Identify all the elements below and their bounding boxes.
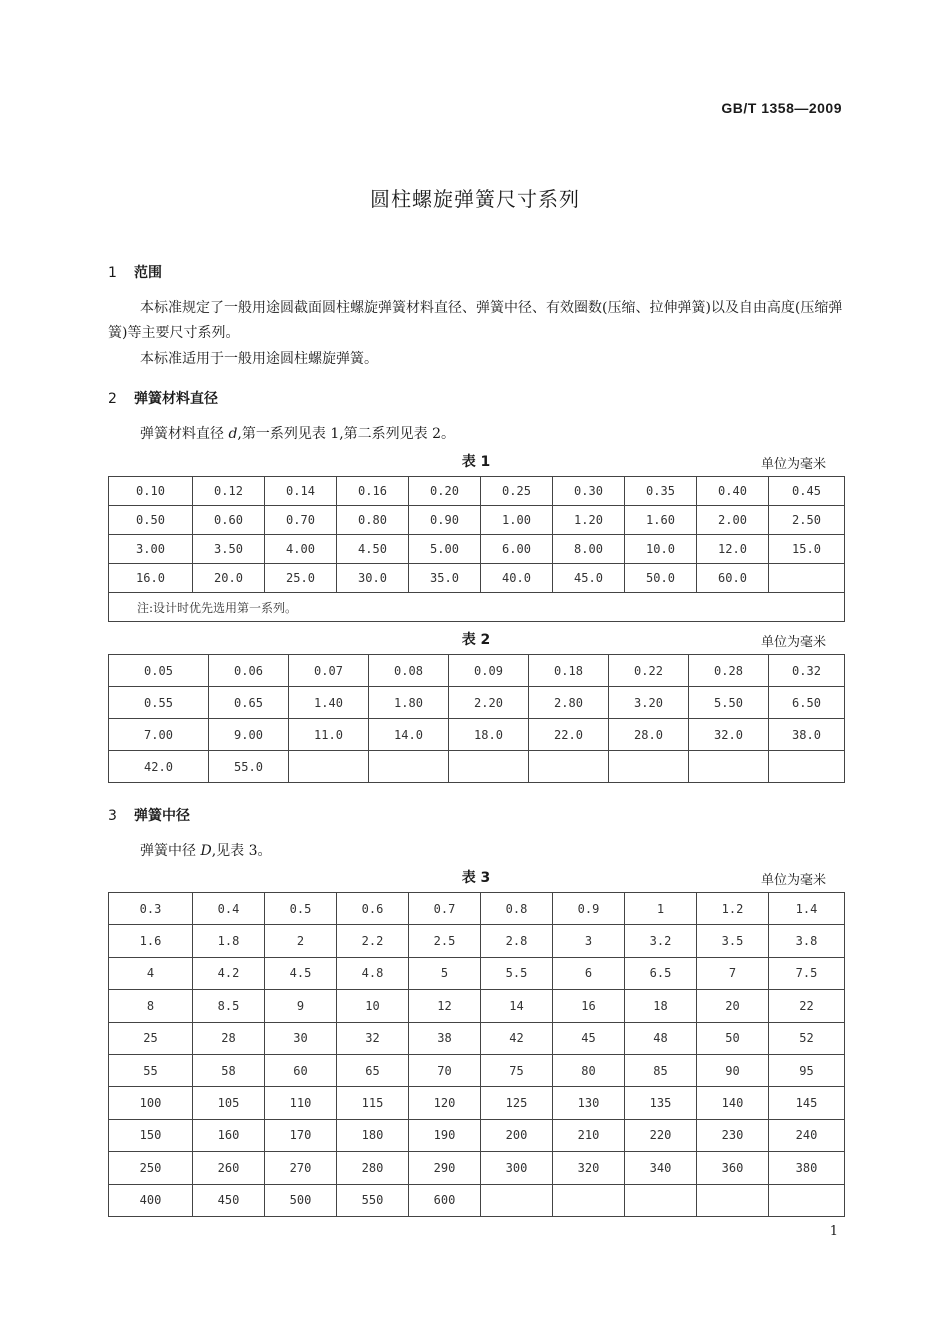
section-title: 弹簧中径 [134, 808, 190, 824]
table-cell: 3.50 [193, 535, 265, 564]
table-cell: 230 [697, 1119, 769, 1151]
section-2-heading [108, 388, 218, 408]
table-cell: 75 [481, 1054, 553, 1086]
table-cell: 0.4 [193, 893, 265, 925]
table-cell: 70 [409, 1054, 481, 1086]
table-cell: 600 [409, 1184, 481, 1216]
table-cell: 7 [697, 957, 769, 989]
table-cell: 0.90 [409, 506, 481, 535]
table-cell: 5.5 [481, 957, 553, 989]
unit-label: 单位为毫米 [760, 457, 826, 472]
table-cell: 0.10 [109, 477, 193, 506]
table-cell: 4.2 [193, 957, 265, 989]
table-cell: 4 [109, 957, 193, 989]
table-cell: 190 [409, 1119, 481, 1151]
table-cell: 150 [109, 1119, 193, 1151]
table-cell: 115 [337, 1087, 409, 1119]
table-cell: 2.2 [337, 925, 409, 957]
table-cell: 300 [481, 1152, 553, 1184]
table-cell: 0.30 [553, 477, 625, 506]
table-cell [289, 751, 369, 783]
table-cell: 14 [481, 990, 553, 1022]
section-3-paragraph [108, 839, 844, 864]
table-cell [449, 751, 529, 783]
table-cell: 60 [265, 1054, 337, 1086]
table-cell: 1 [625, 893, 697, 925]
table-cell: 8 [109, 990, 193, 1022]
table-cell: 20.0 [193, 564, 265, 593]
table-3 [108, 892, 845, 1217]
table-cell [697, 1184, 769, 1216]
table-cell: 90 [697, 1054, 769, 1086]
unit-label: 单位为毫米 [760, 873, 826, 888]
table-cell: 450 [193, 1184, 265, 1216]
table-cell: 210 [553, 1119, 625, 1151]
table-cell: 55.0 [209, 751, 289, 783]
table-cell: 2.5 [409, 925, 481, 957]
table-cell: 85 [625, 1054, 697, 1086]
table-cell: 130 [553, 1087, 625, 1119]
table-cell: 7.5 [769, 957, 845, 989]
table-cell: 0.3 [109, 893, 193, 925]
table-cell: 240 [769, 1119, 845, 1151]
table-cell: 6.5 [625, 957, 697, 989]
standard-code: GB/T 1358—2009 [721, 100, 842, 116]
table-cell: 1.20 [553, 506, 625, 535]
table-cell: 25.0 [265, 564, 337, 593]
table-cell: 0.60 [193, 506, 265, 535]
table-row [109, 719, 845, 751]
table-cell [553, 1184, 625, 1216]
table-cell: 65 [337, 1054, 409, 1086]
table-cell: 105 [193, 1087, 265, 1119]
table-cell: 28.0 [609, 719, 689, 751]
table-cell: 0.50 [109, 506, 193, 535]
table-cell: 0.20 [409, 477, 481, 506]
table-cell: 32 [337, 1022, 409, 1054]
table-cell: 32.0 [689, 719, 769, 751]
table-row [109, 990, 845, 1022]
section-2-paragraph [108, 422, 844, 447]
table-cell: 2.50 [769, 506, 845, 535]
table-row [109, 1022, 845, 1054]
table-cell: 3.8 [769, 925, 845, 957]
table-cell [529, 751, 609, 783]
table-cell: 28 [193, 1022, 265, 1054]
table-cell: 260 [193, 1152, 265, 1184]
table-cell: 20 [697, 990, 769, 1022]
table-cell: 160 [193, 1119, 265, 1151]
para-text: 弹簧中径 [140, 843, 201, 859]
table-cell: 4.00 [265, 535, 337, 564]
table-cell: 80 [553, 1054, 625, 1086]
table-cell: 140 [697, 1087, 769, 1119]
table-cell: 0.8 [481, 893, 553, 925]
table-cell: 1.40 [289, 687, 369, 719]
table-cell: 125 [481, 1087, 553, 1119]
table-row [109, 1054, 845, 1086]
table-cell: 2.80 [529, 687, 609, 719]
table-cell: 0.40 [697, 477, 769, 506]
table-cell: 0.14 [265, 477, 337, 506]
table-cell: 0.5 [265, 893, 337, 925]
table-cell: 0.80 [337, 506, 409, 535]
table-cell: 25 [109, 1022, 193, 1054]
table-cell: 0.12 [193, 477, 265, 506]
table-cell: 5.50 [689, 687, 769, 719]
table-cell: 11.0 [289, 719, 369, 751]
table-cell: 320 [553, 1152, 625, 1184]
table-cell: 1.4 [769, 893, 845, 925]
table-cell: 12.0 [697, 535, 769, 564]
table-cell: 35.0 [409, 564, 481, 593]
table-cell: 0.6 [337, 893, 409, 925]
table-cell: 250 [109, 1152, 193, 1184]
table-cell: 6.00 [481, 535, 553, 564]
table-cell: 400 [109, 1184, 193, 1216]
section-title: 弹簧材料直径 [134, 391, 218, 407]
table-cell: 360 [697, 1152, 769, 1184]
section-number: 3 [108, 808, 117, 824]
table-cell: 1.6 [109, 925, 193, 957]
table-row [109, 893, 845, 925]
table-row [109, 535, 845, 564]
table-cell: 22 [769, 990, 845, 1022]
table-cell: 15.0 [769, 535, 845, 564]
table-cell: 0.25 [481, 477, 553, 506]
table-cell: 550 [337, 1184, 409, 1216]
table-cell: 110 [265, 1087, 337, 1119]
page-number: 1 [829, 1224, 838, 1239]
table-cell: 1.8 [193, 925, 265, 957]
table-caption: 表 2 [461, 632, 491, 648]
table-cell [769, 751, 845, 783]
table-cell: 9.00 [209, 719, 289, 751]
table-2-caption-row [108, 629, 844, 649]
table-cell: 8.00 [553, 535, 625, 564]
table-row [109, 1184, 845, 1216]
table-cell: 0.45 [769, 477, 845, 506]
table-cell: 7.00 [109, 719, 209, 751]
table-cell: 45 [553, 1022, 625, 1054]
table-cell [481, 1184, 553, 1216]
table-row [109, 687, 845, 719]
table-cell: 0.22 [609, 655, 689, 687]
section-number: 1 [108, 265, 117, 281]
table-cell: 10 [337, 990, 409, 1022]
section-title: 范围 [134, 265, 162, 281]
table-cell: 14.0 [369, 719, 449, 751]
table-cell: 340 [625, 1152, 697, 1184]
table-cell: 180 [337, 1119, 409, 1151]
table-cell: 50 [697, 1022, 769, 1054]
table-cell: 2.00 [697, 506, 769, 535]
table-cell: 2.8 [481, 925, 553, 957]
table-cell: 135 [625, 1087, 697, 1119]
table-cell: 30 [265, 1022, 337, 1054]
section-3-heading [108, 805, 190, 825]
table-cell: 2.20 [449, 687, 529, 719]
table-cell: 40.0 [481, 564, 553, 593]
table-cell: 95 [769, 1054, 845, 1086]
table-cell: 16 [553, 990, 625, 1022]
table-cell: 0.16 [337, 477, 409, 506]
table-cell: 3.00 [109, 535, 193, 564]
table-cell: 3 [553, 925, 625, 957]
table-cell: 1.80 [369, 687, 449, 719]
table-cell: 170 [265, 1119, 337, 1151]
table-row [109, 564, 845, 593]
table-cell: 38 [409, 1022, 481, 1054]
unit-label: 单位为毫米 [760, 635, 826, 650]
table-cell: 0.7 [409, 893, 481, 925]
table-cell: 30.0 [337, 564, 409, 593]
table-cell: 18 [625, 990, 697, 1022]
table-cell: 10.0 [625, 535, 697, 564]
table-row [109, 506, 845, 535]
table-cell: 380 [769, 1152, 845, 1184]
table-row [109, 1119, 845, 1151]
table-1 [108, 476, 845, 622]
table-cell: 4.50 [337, 535, 409, 564]
table-cell: 38.0 [769, 719, 845, 751]
variable-D: D [200, 843, 212, 859]
table-cell: 200 [481, 1119, 553, 1151]
table-cell: 12 [409, 990, 481, 1022]
table-row [109, 1152, 845, 1184]
table-cell [609, 751, 689, 783]
table-2 [108, 654, 845, 783]
table-cell: 42 [481, 1022, 553, 1054]
table-cell: 48 [625, 1022, 697, 1054]
table-cell: 22.0 [529, 719, 609, 751]
table-cell: 0.18 [529, 655, 609, 687]
table-caption: 表 1 [461, 454, 491, 470]
table-cell: 55 [109, 1054, 193, 1086]
table-cell [769, 564, 845, 593]
table-cell: 1.00 [481, 506, 553, 535]
table-cell: 0.55 [109, 687, 209, 719]
table-cell: 4.8 [337, 957, 409, 989]
para-text: ,见表 3。 [211, 843, 272, 859]
table-cell: 45.0 [553, 564, 625, 593]
table-cell: 60.0 [697, 564, 769, 593]
table-cell: 1.60 [625, 506, 697, 535]
table-cell: 0.08 [369, 655, 449, 687]
section-number: 2 [108, 391, 117, 407]
table-cell: 0.06 [209, 655, 289, 687]
para-text: 弹簧材料直径 [140, 426, 229, 442]
section-1-paragraph-1: 本标准规定了一般用途圆截面圆柱螺旋弹簧材料直径、弹簧中径、有效圈数(压缩、拉伸弹簧)以及自由高度(压缩弹簧)等主要尺寸系列。 [108, 300, 843, 341]
table-cell: 100 [109, 1087, 193, 1119]
section-1-paragraph-2: 本标准适用于一般用途圆柱螺旋弹簧。 [140, 351, 378, 367]
table-row [109, 751, 845, 783]
table-row [109, 957, 845, 989]
table-cell: 500 [265, 1184, 337, 1216]
table-cell: 2 [265, 925, 337, 957]
table-cell: 8.5 [193, 990, 265, 1022]
table-cell: 6 [553, 957, 625, 989]
table-cell: 0.28 [689, 655, 769, 687]
table-cell: 18.0 [449, 719, 529, 751]
table-note-row [109, 593, 845, 622]
table-row [109, 477, 845, 506]
table-cell: 6.50 [769, 687, 845, 719]
table-1-caption-row [108, 451, 844, 471]
table-cell: 290 [409, 1152, 481, 1184]
table-cell: 0.32 [769, 655, 845, 687]
table-cell: 0.07 [289, 655, 369, 687]
table-cell: 280 [337, 1152, 409, 1184]
table-cell: 0.09 [449, 655, 529, 687]
table-cell: 0.05 [109, 655, 209, 687]
table-cell: 145 [769, 1087, 845, 1119]
table-cell: 52 [769, 1022, 845, 1054]
table-cell: 50.0 [625, 564, 697, 593]
table-cell: 5.00 [409, 535, 481, 564]
table-cell: 0.35 [625, 477, 697, 506]
table-row [109, 655, 845, 687]
table-cell: 3.5 [697, 925, 769, 957]
para-text: ,第一系列见表 1,第二系列见表 2。 [237, 426, 456, 442]
table-3-caption-row [108, 867, 844, 887]
table-cell [369, 751, 449, 783]
table-cell: 270 [265, 1152, 337, 1184]
section-1-heading [108, 262, 162, 282]
table-cell: 5 [409, 957, 481, 989]
table-cell [625, 1184, 697, 1216]
table-cell: 120 [409, 1087, 481, 1119]
document-title: 圆柱螺旋弹簧尺寸系列 [370, 187, 580, 211]
table-cell: 9 [265, 990, 337, 1022]
table-cell: 3.20 [609, 687, 689, 719]
table-cell: 3.2 [625, 925, 697, 957]
variable-d: d [228, 426, 238, 442]
table-row [109, 1087, 845, 1119]
table-cell: 0.70 [265, 506, 337, 535]
table-cell [769, 1184, 845, 1216]
table-caption: 表 3 [461, 870, 491, 886]
table-cell: 42.0 [109, 751, 209, 783]
table-cell: 1.2 [697, 893, 769, 925]
table-cell [689, 751, 769, 783]
table-note: 注:设计时优先选用第一系列。 [109, 593, 845, 622]
table-cell: 58 [193, 1054, 265, 1086]
table-cell: 16.0 [109, 564, 193, 593]
table-row [109, 925, 845, 957]
table-cell: 0.9 [553, 893, 625, 925]
table-cell: 220 [625, 1119, 697, 1151]
table-cell: 0.65 [209, 687, 289, 719]
table-cell: 4.5 [265, 957, 337, 989]
